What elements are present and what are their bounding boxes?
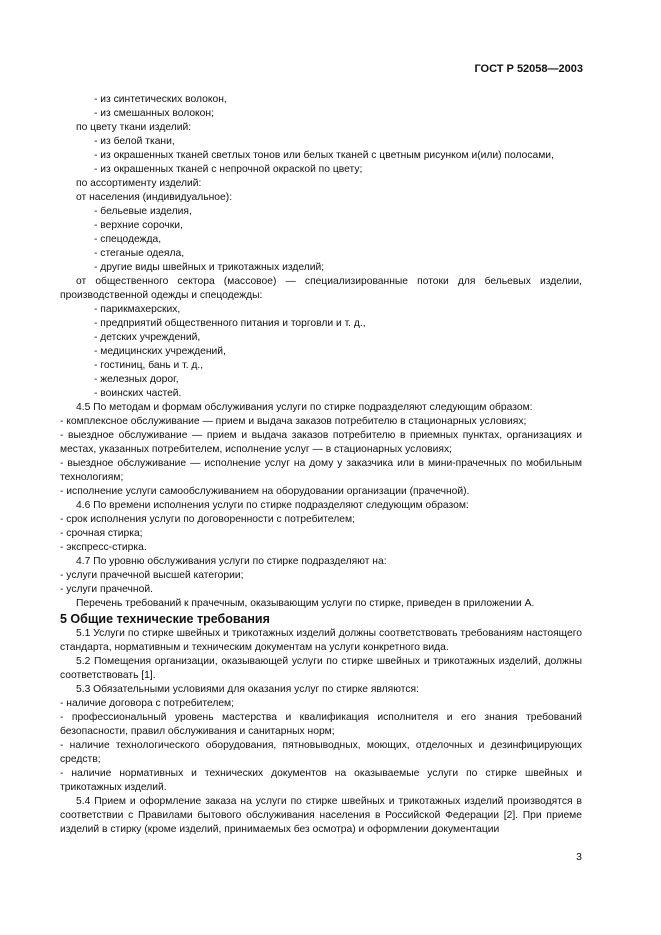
text-paragraph: - выездное обслуживание — прием и выдача заказов потребителю в приемных пунктах, организациях и местах, указанных потребителем, исполнение услуг — в стационарных условиях; xyxy=(60,430,582,455)
requirements-list xyxy=(60,627,582,837)
text-paragraph: - воинских частей. xyxy=(94,388,182,399)
text-paragraph: - экспресс-стирка. xyxy=(60,542,147,553)
text-paragraph: - выездное обслуживание — исполнение услуг на дому у заказчика или в мини-прачечных по мобильным технологиям; xyxy=(60,458,582,483)
text-paragraph: Перечень требований к прачечным, оказывающим услуги по стирке, приведен в приложении А. xyxy=(76,598,535,609)
text-paragraph: - стеганые одеяла, xyxy=(94,248,185,259)
text-paragraph: - из окрашенных тканей светлых тонов или белых тканей с цветным рисунком и(или) полосами, xyxy=(94,150,554,161)
text-paragraph: 5.2 Помещения организации, оказывающей услуги по стирке швейных и трикотажных изделий, должны соответствовать [1]. xyxy=(60,656,582,681)
text-paragraph: - наличие нормативных и технических документов на оказываемые услуги по стирке швейных и трикотажных изделий. xyxy=(60,768,582,793)
text-paragraph: по цвету ткани изделий: xyxy=(76,122,192,133)
text-paragraph: - комплексное обслуживание — прием и выдача заказов потребителю в стационарных условиях; xyxy=(60,416,527,427)
text-paragraph: по ассортименту изделий: xyxy=(76,178,202,189)
text-paragraph: - предприятий общественного питания и торговли и т. д., xyxy=(94,318,366,329)
section-heading: 5 Общие технические требования xyxy=(60,612,270,626)
text-paragraph: - медицинских учреждений, xyxy=(94,346,226,357)
text-paragraph: - срочная стирка; xyxy=(60,528,143,539)
text-paragraph: - детских учреждений, xyxy=(94,332,201,343)
text-paragraph: 4.5 По методам и формам обслуживания услуги по стирке подразделяют следующим образом: xyxy=(76,402,533,413)
text-paragraph: - спецодежда, xyxy=(94,234,162,245)
text-paragraph: - наличие договора с потребителем; xyxy=(60,698,235,709)
text-paragraph: - услуги прачечной высшей категории; xyxy=(60,570,244,581)
text-paragraph: - из белой ткани, xyxy=(94,136,175,147)
text-paragraph: - профессиональный уровень мастерства и квалификация исполнителя и его знания требований безопасности, правил обслуживания и санитарных норм; xyxy=(60,712,582,737)
text-paragraph: - из смешанных волокон; xyxy=(94,108,214,119)
text-paragraph: - гостиниц, бань и т. д., xyxy=(94,360,204,371)
text-paragraph: - бельевые изделия, xyxy=(94,206,192,217)
text-paragraph: - наличие технологического оборудования, пятновыводных, моющих, отделочных и дезинфицирующих средств; xyxy=(60,740,582,765)
document-body xyxy=(60,93,582,837)
text-paragraph: - железных дорог, xyxy=(94,374,179,385)
text-paragraph: - другие виды швейных и трикотажных изделий; xyxy=(94,262,325,273)
text-paragraph: - из синтетических волокон, xyxy=(94,94,227,105)
page-number: 3 xyxy=(576,851,582,863)
text-paragraph: 5.3 Обязательными условиями для оказания услуг по стирке являются: xyxy=(76,684,419,695)
document-code: ГОСТ Р 52058—2003 xyxy=(474,63,583,75)
text-paragraph: - парикмахерских, xyxy=(94,304,181,315)
text-paragraph: 4.6 По времени исполнения услуги по стирке подразделяют следующим образом: xyxy=(76,500,469,511)
text-paragraph: - срок исполнения услуги по договоренности с потребителем; xyxy=(60,514,355,525)
text-paragraph: от населения (индивидуальное): xyxy=(76,192,233,203)
text-paragraph: - верхние сорочки, xyxy=(94,220,183,231)
text-paragraph: - исполнение услуги самообслуживанием на оборудовании организации (прачечной). xyxy=(60,486,470,497)
text-paragraph: 5.4 Прием и оформление заказа на услуги по стирке швейных и трикотажных изделий производятся в соответствии с Правилами бытового обслуживания населения в Российской Федерации [2]. При приеме изделий в стирку (кроме изделий, принимаемых без осмотра) и оформлении документации xyxy=(60,796,582,835)
classification-list xyxy=(60,93,582,611)
text-paragraph: 4.7 По уровню обслуживания услуги по стирке подразделяют на: xyxy=(76,556,387,567)
text-paragraph: - из окрашенных тканей с непрочной окраской по цвету; xyxy=(94,164,363,175)
text-paragraph: - услуги прачечной. xyxy=(60,584,153,595)
text-paragraph: 5.1 Услуги по стирке швейных и трикотажных изделий должны соответствовать требованиям настоящего стандарта, нормативным и техническим документам на услуги конкретного вида. xyxy=(60,628,582,653)
text-paragraph: от общественного сектора (массовое) — специализированные потоки для бельевых изделии, производственной одежды и спецодежды: xyxy=(60,276,582,301)
